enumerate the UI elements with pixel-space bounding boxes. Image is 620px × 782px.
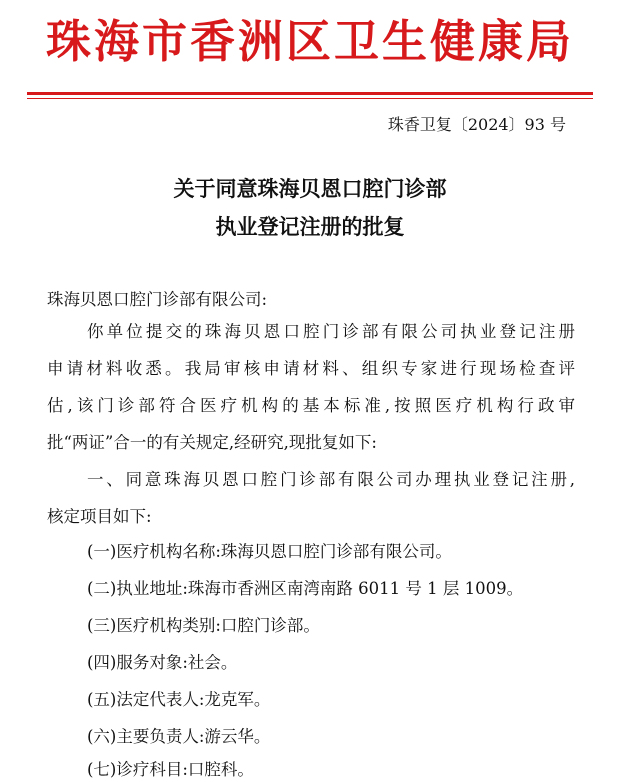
- approved-item-7: (七)诊疗科目:口腔科。: [87, 760, 254, 779]
- paragraph-1-line-4: 批“两证”合一的有关规定,经研究,现批复如下:: [47, 433, 377, 452]
- paragraph-2-line-1: 一、同意珠海贝恩口腔门诊部有限公司办理执业登记注册,: [87, 470, 575, 489]
- paragraph-1-line-2: 申请材料收悉。我局审核申请材料、组织专家进行现场检查评: [47, 359, 575, 378]
- document-title-line-1: 关于同意珠海贝恩口腔门诊部: [173, 176, 447, 201]
- approved-item-2: (二)执业地址:珠海市香洲区南湾南路 6011 号 1 层 1009。: [87, 579, 524, 598]
- header-divider-thin: [27, 98, 593, 99]
- approved-item-4: (四)服务对象:社会。: [87, 653, 238, 672]
- salutation: 珠海贝恩口腔门诊部有限公司:: [47, 290, 268, 309]
- approved-item-3: (三)医疗机构类别:口腔门诊部。: [87, 616, 320, 635]
- paragraph-1-line-3: 估,该门诊部符合医疗机构的基本标准,按照医疗机构行政审: [47, 396, 575, 415]
- approved-item-1: (一)医疗机构名称:珠海贝恩口腔门诊部有限公司。: [87, 542, 452, 561]
- document-number: 珠香卫复〔2024〕93 号: [387, 115, 566, 134]
- approved-item-5: (五)法定代表人:龙克军。: [87, 690, 271, 709]
- agency-header-title: 珠海市香洲区卫生健康局: [45, 15, 574, 68]
- document-title-line-2: 执业登记注册的批复: [215, 214, 405, 239]
- paragraph-2-line-2: 核定项目如下:: [47, 507, 152, 526]
- approved-item-6: (六)主要负责人:游云华。: [87, 727, 271, 746]
- header-divider-thick: [27, 92, 593, 95]
- paragraph-1-line-1: 你单位提交的珠海贝恩口腔门诊部有限公司执业登记注册: [87, 322, 575, 341]
